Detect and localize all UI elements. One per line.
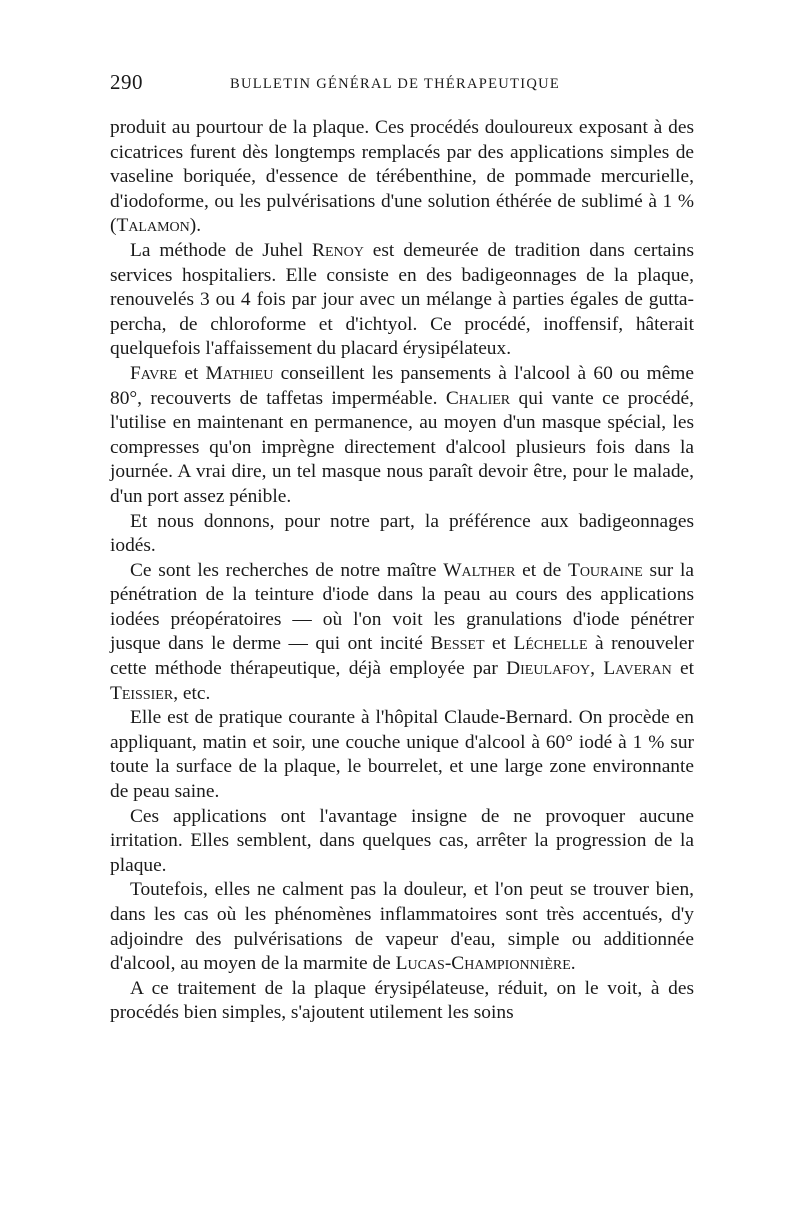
paragraph <box>110 706 694 804</box>
author-name: Dieulafoy <box>506 658 591 680</box>
paragraph <box>110 116 694 239</box>
running-head <box>110 70 694 98</box>
text-segment: conseillent les pansements à l'alcool à 60 ou même 80°, recouverts de taffetas imperméable. <box>110 362 694 409</box>
paragraph <box>110 977 694 1026</box>
author-name: Favre <box>130 362 178 384</box>
paragraph <box>110 362 694 510</box>
text-segment: Ces applications ont l'avantage insigne de ne provoquer aucune irritation. Elles semblent, dans quelques cas, arrêter la progression de la plaque. <box>110 805 694 876</box>
paragraph <box>110 878 694 976</box>
paragraph <box>110 559 694 707</box>
author-name: Touraine <box>567 559 643 581</box>
author-name: Mathieu <box>205 362 274 384</box>
text-segment: , etc. <box>173 682 211 704</box>
text-segment: , <box>590 658 604 680</box>
text-segment: et <box>671 658 695 680</box>
text-segment: à renouveler cette méthode thérapeutique, déjà employée par <box>110 633 694 680</box>
paragraph <box>110 510 694 559</box>
author-name: Léchelle <box>513 633 588 655</box>
text-segment: produit au pourtour de la plaque. Ces procédés douloureux exposant à des cicatrices furent dès longtemps remplacés par des applications simples de vaseline boriquée, d'essence de térébenthine, de pommade mercurielle, d'iodoforme, ou les pulvérisations d'une solution éthérée de sublimé à 1 % ( <box>110 117 694 237</box>
text-segment: La méthode de Juhel <box>130 239 313 261</box>
author-name: Renoy <box>312 239 364 261</box>
paragraph <box>110 239 694 362</box>
text-segment: Et nous donnons, pour notre part, la préférence aux badigeonnages iodés. <box>110 510 694 557</box>
text-segment: est demeurée de tradition dans certains services hospitaliers. Elle consiste en des badigeonnages de la plaque, renouvelés 3 ou 4 fois par jour avec un mélange à parties égales de gutta-percha, de chloroforme et d'ichtyol. Ce procédé, inoffensif, hâterait quelquefois l'affaissement du placard érysipélateux. <box>110 239 694 360</box>
text-segment: . <box>570 953 576 975</box>
text-segment: et <box>177 362 206 384</box>
page <box>110 70 694 1026</box>
body-text <box>110 116 694 1026</box>
text-segment: et <box>484 633 514 655</box>
text-segment: Toutefois, elles ne calment pas la douleur, et l'on peut se trouver bien, dans les cas où les phénomènes inflammatoires sont très accentués, d'y adjoindre des pulvérisations de vapeur d'eau, simple ou additionnée d'alcool, au moyen de la marmite de <box>110 879 694 975</box>
page-number: 290 <box>110 70 143 94</box>
author-name: Talamon <box>116 215 190 237</box>
text-segment: Elle est de pratique courante à l'hôpital Claude-Bernard. On procède en appliquant, matin et soir, une couche unique d'alcool à 60° iodé à 1 % sur toute la surface de la plaque, le bourrelet, et une large zone environnante de peau saine. <box>110 707 694 803</box>
text-segment: Ce sont les recherches de notre maître <box>130 559 444 581</box>
text-segment: A ce traitement de la plaque érysipélateuse, réduit, on le voit, à des procédés bien simples, s'ajoutent utilement les soins <box>110 977 694 1024</box>
author-name: Teissier <box>110 682 174 704</box>
text-segment: et de <box>515 559 568 581</box>
author-name: Laveran <box>603 658 672 680</box>
author-name: Lucas-Championnière <box>395 953 571 975</box>
journal-title: BULLETIN GÉNÉRAL DE THÉRAPEUTIQUE <box>230 76 561 92</box>
text-segment: qui vante ce procédé, l'utilise en maintenant en permanence, au moyen d'un masque spécial, les compresses qu'on imprègne directement d'alcool plusieurs fois dans la journée. A vrai dire, un tel masque nous paraît devoir être, pour le malade, d'un port assez pénible. <box>110 387 694 507</box>
text-segment: ). <box>189 215 202 237</box>
author-name: Besset <box>430 633 485 655</box>
author-name: Walther <box>443 559 516 581</box>
paragraph <box>110 805 694 879</box>
text-segment: sur la pénétration de la teinture d'iode dans la peau au cours des applications iodées préopératoires — où l'on voit les granulations d'iode pénétrer jusque dans le derme — qui ont incité <box>110 559 694 655</box>
author-name: Chalier <box>445 387 511 409</box>
